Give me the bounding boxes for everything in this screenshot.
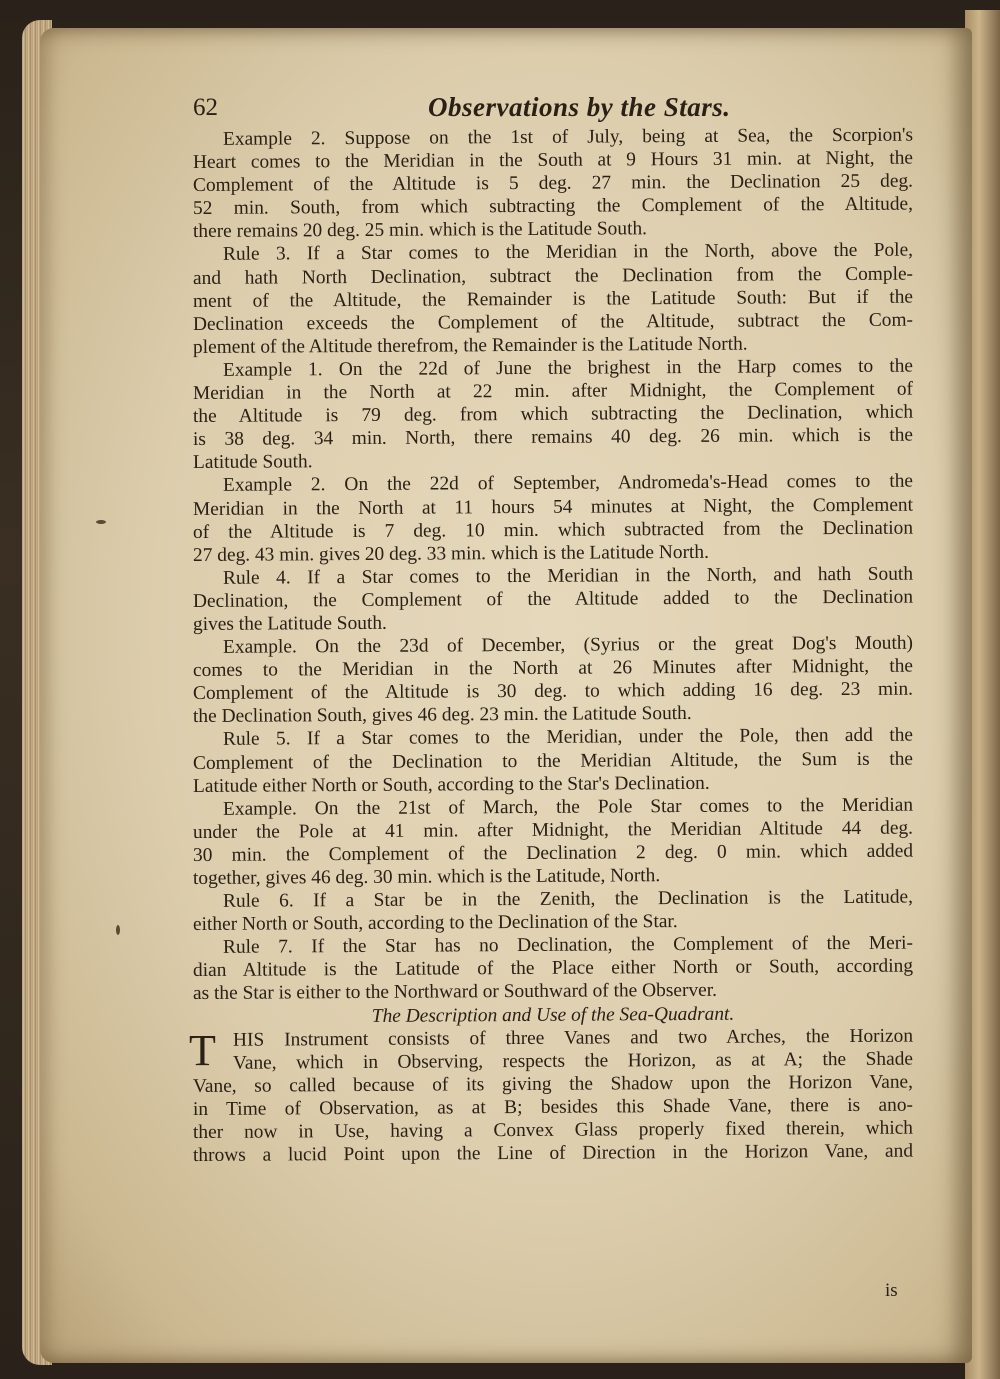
- text-block: [189, 124, 914, 1167]
- text-line: 30 min. the Complement of the Declination 2 deg. 0 min. which added: [192, 840, 914, 866]
- text-line: under the Pole at 41 min. after Midnight, the Meridian Altitude 44 deg.: [192, 817, 914, 843]
- text-line: of the Altitude is 7 deg. 10 min. which subtracted from the Declination: [192, 517, 914, 543]
- text-line: 27 deg. 43 min. gives 20 deg. 33 min. which is the Latitude North.: [192, 541, 709, 566]
- text-line: 52 min. South, from which subtracting the Complement of the Altitude,: [192, 193, 914, 220]
- section-heading: The Description and Use of the Sea-Quadrant.: [371, 1003, 735, 1027]
- text-line: Example. On the 23d of December, (Syrius or the great Dog's Mouth): [222, 632, 914, 658]
- page-number: 62: [193, 94, 218, 121]
- text-line: Complement of the Declination to the Meridian Altitude, the Sum is the: [192, 748, 914, 774]
- text-line: Declination, the Complement of the Altitude added to the Declination: [192, 586, 914, 612]
- text-line: Complement of the Altitude is 5 deg. 27 min. the Declination 25 deg.: [192, 170, 914, 197]
- text-line: ment of the Altitude, the Remainder is the Latitude South: But if the: [192, 286, 914, 312]
- text-line: either North or South, according to the Declination of the Star.: [192, 911, 678, 936]
- text-line: Meridian in the North at 22 min. after Midnight, the Complement of: [192, 378, 914, 405]
- text-line: ther now in Use, having a Convex Glass properly fixed therein, which: [192, 1117, 914, 1144]
- text-line: the Declination South, gives 46 deg. 23 min. the Latitude South.: [192, 703, 692, 728]
- text-line: together, gives 46 deg. 30 min. which is the Latitude, North.: [192, 865, 661, 889]
- text-line: Example. On the 21st of March, the Pole Star comes to the Meridian: [222, 794, 914, 820]
- text-line: Example 2. On the 22d of September, Andromeda's-Head comes to the: [222, 471, 914, 497]
- text-line: there remains 20 deg. 25 min. which is the Latitude South.: [192, 218, 648, 243]
- text-line: is 38 deg. 34 min. North, there remains 40 deg. 26 min. which is the: [192, 424, 914, 451]
- text-line: Latitude South.: [192, 451, 313, 474]
- text-line: as the Star is either to the Northward or Southward of the Observer.: [192, 980, 718, 1005]
- text-line: Heart comes to the Meridian in the South at 9 Hours 31 min. at Night, the: [192, 147, 914, 174]
- text-line: dian Altitude is the Latitude of the Place either North or South, according: [192, 955, 914, 982]
- text-line: Rule 6. If a Star be in the Zenith, the Declination is the Latitude,: [222, 886, 914, 912]
- text-line: Example 1. On the 22d of June the brighest in the Harp comes to the: [222, 355, 914, 381]
- text-line: throws a lucid Point upon the Line of Direction in the Horizon Vane, and: [192, 1140, 914, 1167]
- text-line: Latitude either North or South, according to the Star's Declination.: [192, 772, 710, 797]
- running-head: Observations by the Stars.: [428, 92, 731, 122]
- final-paragraph: [189, 1025, 914, 1168]
- text-line: Rule 7. If the Star has no Declination, the Complement of the Meri-: [222, 932, 914, 959]
- ink-mark: [116, 925, 120, 935]
- text-line: Rule 4. If a Star comes to the Meridian in the North, and hath South: [222, 563, 914, 589]
- text-line: gives the Latitude South.: [192, 612, 387, 635]
- text-line: and hath North Declination, subtract the Declination from the Comple-: [192, 263, 914, 289]
- text-line: Rule 3. If a Star comes to the Meridian in the North, above the Pole,: [222, 240, 914, 266]
- catchword: is: [885, 1280, 898, 1301]
- text-line: Meridian in the North at 11 hours 54 minutes at Night, the Complement: [192, 494, 914, 520]
- text-line: comes to the Meridian in the North at 26 Minutes after Midnight, the: [192, 655, 914, 682]
- text-line: Vane, which in Observing, respects the Horizon, as at A; the Shade: [232, 1048, 914, 1074]
- text-line: HIS Instrument consists of three Vanes and two Arches, the Horizon: [232, 1025, 914, 1051]
- text-line: Rule 5. If a Star comes to the Meridian, under the Pole, then add the: [222, 725, 914, 751]
- text-line: Complement of the Altitude is 30 deg. to which adding 16 deg. 23 min.: [192, 678, 914, 705]
- text-line: Declination exceeds the Complement of the Altitude, subtract the Com-: [192, 309, 914, 335]
- drop-cap: T: [189, 1025, 216, 1075]
- text-line: Example 2. Suppose on the 1st of July, being at Sea, the Scorpion's: [222, 124, 914, 150]
- text-line: plement of the Altitude therefrom, the Remainder is the Latitude North.: [192, 333, 748, 358]
- ink-mark: [96, 520, 106, 524]
- text-line: Vane, so called because of its giving the Shadow upon the Horizon Vane,: [192, 1071, 914, 1097]
- text-line: in Time of Observation, as at B; besides this Shade Vane, there is ano-: [192, 1094, 914, 1120]
- text-line: the Altitude is 79 deg. from which subtracting the Declination, which: [192, 401, 914, 428]
